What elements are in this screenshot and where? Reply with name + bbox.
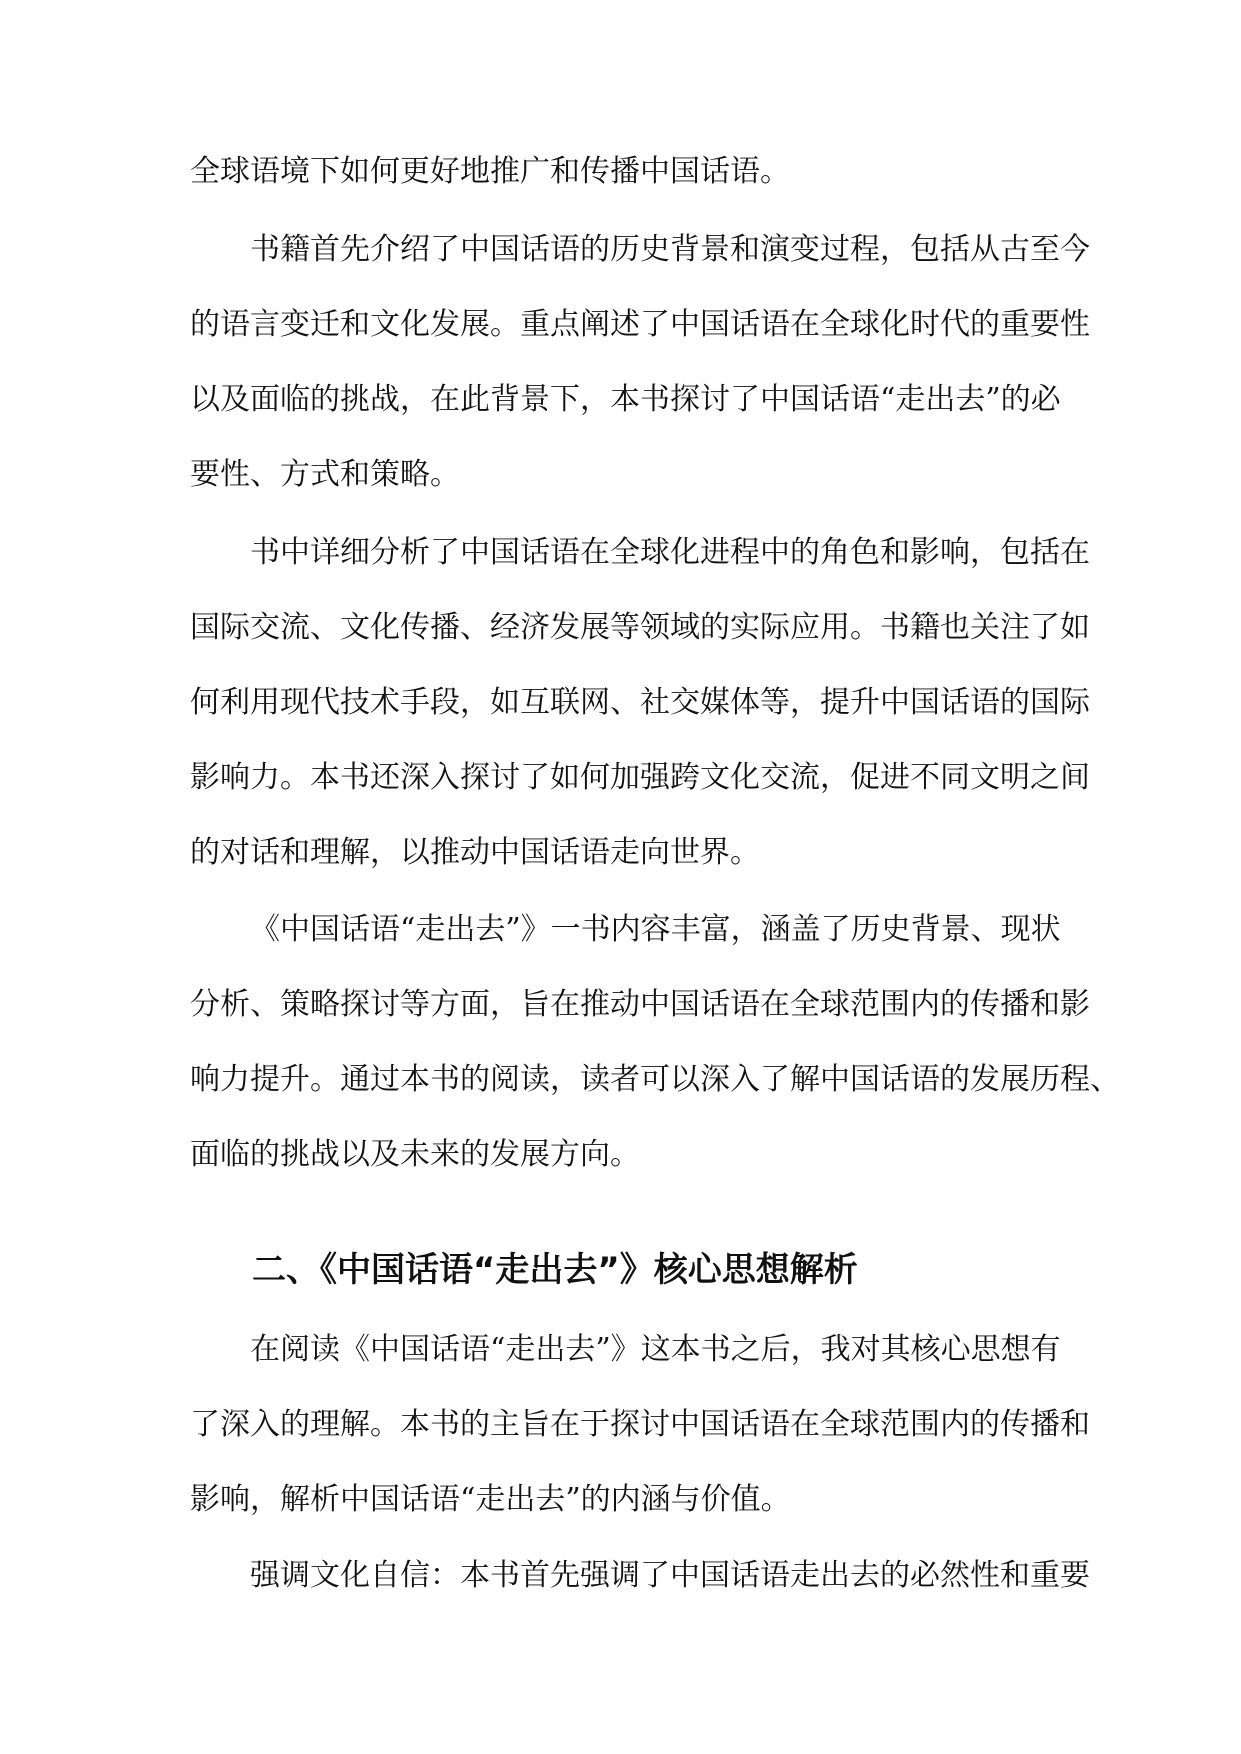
paragraph-line: 强调文化自信：本书首先强调了中国话语走出去的必然性和重要 xyxy=(250,1558,1090,1593)
paragraph-line: 全球语境下如何更好地推广和传播中国话语。 xyxy=(190,154,790,189)
paragraph-line: 书中详细分析了中国话语在全球化进程中的角色和影响，包括在 xyxy=(250,535,1090,570)
paragraph-line: 何利用现代技术手段，如互联网、社交媒体等，提升中国话语的国际 xyxy=(190,685,1090,720)
paragraph-line: 影响，解析中国话语“走出去”的内涵与价值。 xyxy=(190,1482,791,1517)
paragraph-line: 影响力。本书还深入探讨了如何加强跨文化交流，促进不同文明之间 xyxy=(190,760,1090,795)
paragraph-line: 面临的挑战以及未来的发展方向。 xyxy=(190,1137,640,1172)
paragraph-line: 国际交流、文化传播、经济发展等领域的实际应用。书籍也关注了如 xyxy=(190,610,1090,645)
section-heading: 二、《中国话语“走出去”》核心思想解析 xyxy=(252,1250,858,1290)
paragraph-line: 《中国话语“走出去”》一书内容丰富，涵盖了历史背景、现状 xyxy=(250,912,1061,947)
paragraph-line: 分析、策略探讨等方面，旨在推动中国话语在全球范围内的传播和影 xyxy=(190,987,1090,1022)
paragraph-line: 响力提升。通过本书的阅读，读者可以深入了解中国话语的发展历程、 xyxy=(190,1062,1120,1097)
paragraph-line: 以及面临的挑战，在此背景下，本书探讨了中国话语“走出去”的必 xyxy=(190,382,1061,417)
paragraph-line: 的对话和理解，以推动中国话语走向世界。 xyxy=(190,835,760,870)
paragraph-line: 的语言变迁和文化发展。重点阐述了中国话语在全球化时代的重要性 xyxy=(190,307,1090,342)
paragraph-line: 了深入的理解。本书的主旨在于探讨中国话语在全球范围内的传播和 xyxy=(190,1407,1090,1442)
paragraph-line: 要性、方式和策略。 xyxy=(190,457,460,492)
paragraph-line: 书籍首先介绍了中国话语的历史背景和演变过程，包括从古至今 xyxy=(250,232,1090,267)
paragraph-line: 在阅读《中国话语“走出去”》这本书之后，我对其核心思想有 xyxy=(250,1332,1061,1367)
